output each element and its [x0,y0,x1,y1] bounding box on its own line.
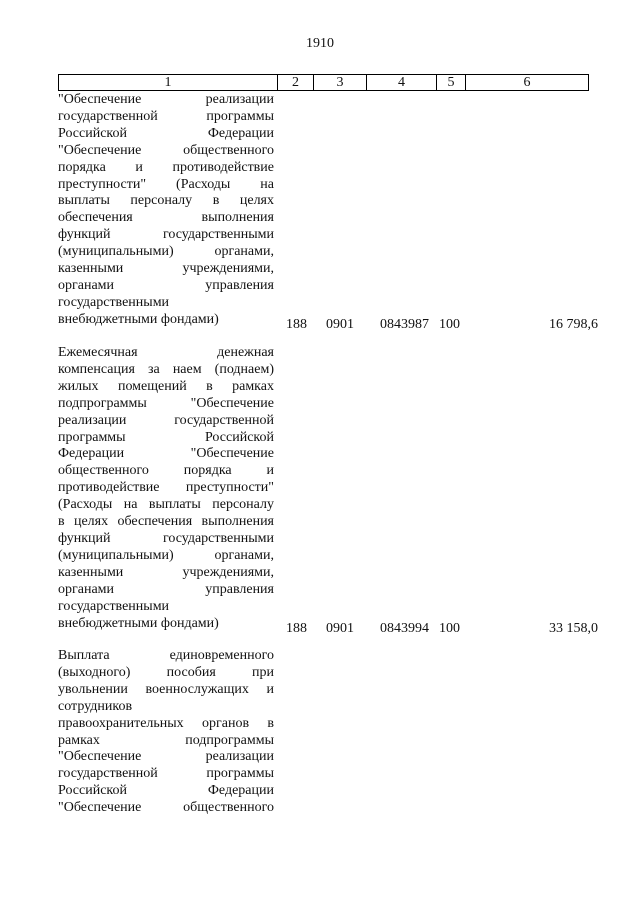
description-line: реализации государственной [58,412,274,428]
description-line: рамках подпрограммы [58,732,274,748]
description-line: Российской Федерации [58,125,274,141]
row-description [58,92,274,329]
row-description [58,345,274,632]
description-line: подпрограммы "Обеспечение [58,395,274,411]
section-code: 0901 [326,317,354,332]
description-line: "Обеспечение реализации [58,92,274,107]
description-line: (муниципальными) органами, [58,244,274,260]
description-line: функций государственными [58,227,274,243]
column-header-4: 4 [367,75,437,91]
description-line: общественного порядка и [58,463,274,479]
ministry-code: 188 [286,621,307,636]
description-line: органами управления [58,581,274,597]
table-row [58,92,598,332]
column-header-3: 3 [314,75,367,91]
description-line: Выплата единовременного [58,648,274,663]
description-line: выплаты персоналу в целях [58,193,274,209]
section-code: 0901 [326,621,354,636]
column-header-6: 6 [466,75,589,91]
description-line: преступности" (Расходы на [58,176,274,192]
ministry-code: 188 [286,317,307,332]
table-row [58,648,598,823]
description-line: программы Российской [58,429,274,445]
amount: 33 158,0 [549,621,598,636]
description-line: Российской Федерации [58,783,274,799]
description-line: государственными [58,294,170,310]
description-line: жилых помещений в рамках [58,378,274,394]
column-header-1: 1 [59,75,278,91]
description-line: увольнении военнослужащих и [58,681,274,697]
description-line: правоохранительных органов в [58,715,274,731]
column-header-2: 2 [278,75,314,91]
description-line: государственной программы [58,766,274,782]
description-line: порядка и противодействие [58,159,274,175]
description-line: "Обеспечение общественного [58,800,274,816]
description-line: государственными [58,598,170,614]
description-line: органами управления [58,277,274,293]
expense-type-code: 100 [439,317,460,332]
amount: 16 798,6 [549,317,598,332]
description-line: в целях обеспечения выполнения [58,514,274,530]
description-line: государственной программы [58,108,274,124]
row-description [58,648,274,817]
description-line: компенсация за наем (поднаем) [58,361,274,377]
description-line: казенными учреждениями, [58,564,274,580]
description-line: (выходного) пособия при [58,664,274,680]
description-line: "Обеспечение общественного [58,142,274,158]
description-line: сотрудников [58,698,133,714]
description-line: "Обеспечение реализации [58,749,274,765]
description-line: Федерации "Обеспечение [58,446,274,462]
table-row [58,345,598,637]
description-line: Ежемесячная денежная [58,345,274,360]
page-number: 1910 [306,36,334,51]
description-line: противодействие преступности" [58,480,274,496]
description-line: (Расходы на выплаты персоналу [58,497,274,513]
target-article-code: 0843987 [380,317,429,332]
column-header-5: 5 [437,75,466,91]
target-article-code: 0843994 [380,621,429,636]
description-line: внебюджетными фондами) [58,311,219,327]
description-line: (муниципальными) органами, [58,547,274,563]
column-header-row [58,74,589,91]
description-line: функций государственными [58,530,274,546]
description-line: обеспечения выполнения [58,210,274,226]
expense-type-code: 100 [439,621,460,636]
description-line: казенными учреждениями, [58,261,274,277]
description-line: внебюджетными фондами) [58,615,219,631]
